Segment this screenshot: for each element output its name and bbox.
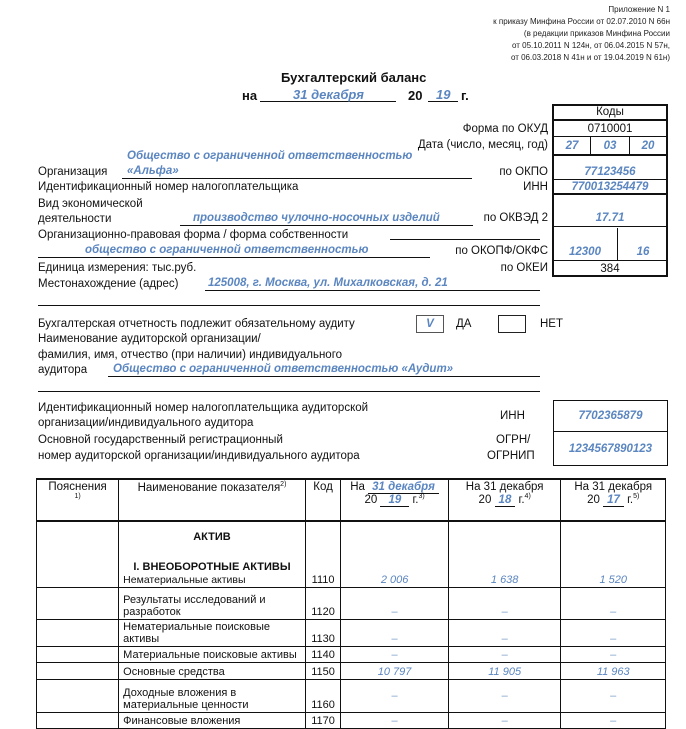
row-notes (37, 712, 119, 728)
header-col-2018 (448, 479, 561, 521)
row-value-2018[interactable]: 1 638 (448, 521, 561, 587)
date-month-value[interactable]: 03 (591, 137, 630, 154)
inn-value[interactable]: 770013254479 (552, 180, 668, 195)
row-value-2018[interactable]: 11 905 (448, 662, 561, 679)
row-value-2018[interactable]: – (448, 619, 561, 646)
table-row (37, 646, 666, 662)
okud-value: 0710001 (552, 121, 668, 137)
auditor-name-underline (108, 376, 540, 377)
row-code: 1170 (305, 712, 341, 728)
row-value-2017[interactable]: – (561, 587, 666, 619)
activity-field[interactable]: производство чулочно-носочных изделий (193, 212, 440, 224)
col1-year-field[interactable]: 19 (380, 494, 409, 507)
legal-form-top-underline (390, 239, 540, 240)
okpo-label: по ОКПО (499, 166, 548, 178)
row-code: 1140 (305, 646, 341, 662)
table-row (37, 662, 666, 679)
row-notes (37, 587, 119, 619)
subsection-title: I. ВНЕОБОРОТНЫЕ АКТИВЫ (133, 560, 291, 573)
col3-year-field[interactable]: 17 (603, 494, 624, 507)
header-code: Код (305, 479, 341, 521)
row-notes (37, 521, 119, 587)
header-col-2019 (341, 479, 449, 521)
auditor-inn-label-line2: организации/индивидуального аудитора (38, 417, 254, 429)
row-value-2017[interactable]: – (561, 619, 666, 646)
row-name: Основные средства (119, 662, 306, 679)
legal-form-label: Организационно-правовая форма / форма собственности (38, 229, 349, 241)
row-value-2017[interactable]: 1 520 (561, 521, 666, 587)
col2-prefix: На 31 декабря (465, 481, 544, 493)
title-year-prefix: 20 (408, 88, 423, 103)
row-code: 1130 (305, 619, 341, 646)
ogrn-code-label-line1: ОГРН/ (496, 434, 531, 446)
ogrn-value[interactable]: 1234567890123 (568, 442, 653, 455)
header-name (119, 479, 306, 521)
row-value-2018[interactable]: – (448, 712, 561, 728)
table-header-row (37, 479, 666, 521)
col3-suffix: г. (627, 493, 634, 506)
appendix-note (493, 4, 670, 64)
appendix-note-line: (в редакции приказов Минфина России (523, 29, 670, 38)
row-name: Доходные вложения в материальные ценности (119, 679, 306, 712)
row-notes (37, 679, 119, 712)
header-name-label: Наименование показателя (137, 481, 281, 494)
auditor-label-line2: фамилия, имя, отчество (при наличии) индивидуального (38, 349, 343, 361)
audit-yes-checkbox[interactable] (416, 315, 444, 333)
ogrn-label-line1: Основной государственный регистрационный (38, 434, 283, 446)
row-code: 1120 (305, 587, 341, 619)
org-label: Организация (38, 166, 108, 178)
document-title: Бухгалтерский баланс (281, 70, 427, 85)
header-name-footnote: 2) (280, 481, 287, 488)
okfs-value[interactable]: 16 (636, 245, 650, 258)
header-notes-footnote: 1) (74, 493, 81, 500)
row-value-2017[interactable]: – (561, 712, 666, 728)
audit-no-label: НЕТ (540, 318, 563, 330)
col2-year-field[interactable]: 18 (495, 494, 516, 507)
date-year-value[interactable]: 20 (641, 139, 655, 152)
col2-footnote: 4) (524, 493, 531, 500)
header-notes (37, 479, 119, 521)
row-value-2019[interactable]: – (341, 619, 449, 646)
col3-year-prefix: 20 (587, 493, 600, 506)
row-code: 1160 (305, 679, 341, 712)
check-mark-icon: V (426, 318, 434, 330)
auditor-label-line3: аудитора (38, 364, 88, 376)
table-row (37, 521, 666, 587)
balance-table (36, 478, 666, 729)
header-notes-label: Пояснения (48, 481, 107, 493)
ogrn-code-label-line2: ОГРНИП (487, 450, 535, 462)
row-value-2017[interactable]: – (561, 679, 666, 712)
codes-divider (552, 154, 668, 156)
section-title: АКТИВ (193, 530, 231, 543)
title-year-field[interactable]: 19 (436, 87, 451, 102)
okved-value[interactable]: 17.71 (552, 209, 668, 227)
org-name-line2[interactable]: «Альфа» (127, 165, 179, 177)
activity-label-line1: Вид экономической (38, 198, 143, 210)
address-second-underline (38, 305, 540, 306)
col2-year-prefix: 20 (478, 493, 492, 506)
okpo-value[interactable]: 77123456 (552, 164, 668, 180)
row-value-2019[interactable]: – (341, 712, 449, 728)
org-underline (122, 178, 472, 179)
okved-label: по ОКВЭД 2 (483, 212, 548, 224)
inn-label: ИНН (523, 181, 548, 193)
table-row (37, 619, 666, 646)
address-field[interactable]: 125008, г. Москва, ул. Михалковская, д. 21 (208, 277, 448, 289)
col1-prefix: На (350, 481, 365, 493)
row-name: Материальные поисковые активы (119, 646, 306, 662)
auditor-label-line1: Наименование аудиторской организации/ (38, 333, 261, 345)
row-code: 1110 (305, 521, 341, 587)
col3-footnote: 5) (633, 493, 640, 500)
appendix-note-line: к приказу Минфина России от 02.07.2010 N 66н (493, 17, 670, 26)
okei-label: по ОКЕИ (500, 262, 548, 274)
okopf-value[interactable]: 12300 (569, 245, 601, 258)
header-col-2017 (561, 479, 666, 521)
auditor-inn-code-label: ИНН (500, 410, 525, 422)
org-inn-label: Идентификационный номер налогоплательщика (38, 181, 299, 193)
row-notes (37, 646, 119, 662)
appendix-note-line: Приложение N 1 (608, 5, 670, 14)
row-value-2018[interactable]: – (448, 646, 561, 662)
auditor-inn-label-line1: Идентификационный номер налогоплательщика аудиторской (38, 402, 369, 414)
activity-label-line2: деятельности (38, 213, 112, 225)
row-notes (37, 662, 119, 679)
title-date-field[interactable]: 31 декабря (293, 87, 364, 102)
auditor-name-field[interactable]: Общество с ограниченной ответственностью «Аудит» (113, 363, 454, 375)
row-value-2019[interactable]: – (341, 646, 449, 662)
row-code: 1150 (305, 662, 341, 679)
appendix-note-line: от 06.03.2018 N 41н и от 19.04.2019 N 61н) (510, 53, 670, 62)
title-year-suffix: г. (461, 88, 469, 103)
okopf-label: по ОКОПФ/ОКФС (455, 245, 548, 257)
col2-suffix: г. (518, 493, 525, 506)
col1-year-prefix: 20 (364, 493, 378, 506)
date-label: Дата (число, месяц, год) (417, 139, 548, 151)
row-name (119, 521, 306, 587)
address-label: Местонахождение (адрес) (38, 278, 179, 290)
table-row (37, 587, 666, 619)
date-day-value[interactable]: 27 (554, 137, 591, 154)
row-value-2019[interactable]: 2 006 (341, 521, 449, 587)
codes-header: Коды (552, 104, 668, 121)
title-on-label: на (242, 88, 258, 103)
col1-date-field[interactable]: 31 декабря (368, 481, 439, 494)
legal-form-underline (38, 257, 430, 258)
auditor-second-underline (38, 391, 540, 392)
col1-suffix: г. (412, 493, 419, 506)
row-value-2017[interactable]: – (561, 646, 666, 662)
col3-prefix: На 31 декабря (574, 481, 653, 493)
row-value-2019[interactable]: 10 797 (341, 662, 449, 679)
row-value-2017[interactable]: 11 963 (561, 662, 666, 679)
table-row (37, 679, 666, 712)
row-value-2019[interactable]: – (341, 679, 449, 712)
audit-no-checkbox[interactable] (498, 315, 526, 333)
org-name-line1[interactable]: Общество с ограниченной ответственностью (127, 150, 413, 162)
row-name: Финансовые вложения (119, 712, 306, 728)
row-notes (37, 619, 119, 646)
audit-required-label: Бухгалтерская отчетность подлежит обязательному аудиту (38, 318, 355, 330)
row-value-2018[interactable]: – (448, 587, 561, 619)
okud-label: Форма по ОКУД (462, 123, 548, 135)
row-name: Результаты исследований и разработок (119, 587, 306, 619)
table-row (37, 712, 666, 728)
ogrn-label-line2: номер аудиторской организации/индивидуального аудитора (38, 450, 360, 462)
row-value-2019[interactable]: – (341, 587, 449, 619)
unit-label: Единица измерения: тыс.руб. (38, 262, 197, 274)
appendix-note-line: от 05.10.2011 N 124н, от 06.04.2015 N 57н, (512, 41, 670, 50)
row-value-2018[interactable]: – (448, 679, 561, 712)
activity-underline (180, 225, 473, 226)
audit-yes-label: ДА (456, 318, 472, 330)
auditor-inn-value[interactable]: 7702365879 (578, 410, 643, 422)
address-underline (205, 290, 540, 291)
row-name: Нематериальные поисковые активы (119, 619, 306, 646)
row-label: Нематериальные активы (123, 573, 246, 586)
legal-form-field[interactable]: общество с ограниченной ответственностью (85, 244, 369, 256)
col1-footnote: 3) (418, 493, 425, 500)
okei-value: 384 (600, 262, 620, 275)
